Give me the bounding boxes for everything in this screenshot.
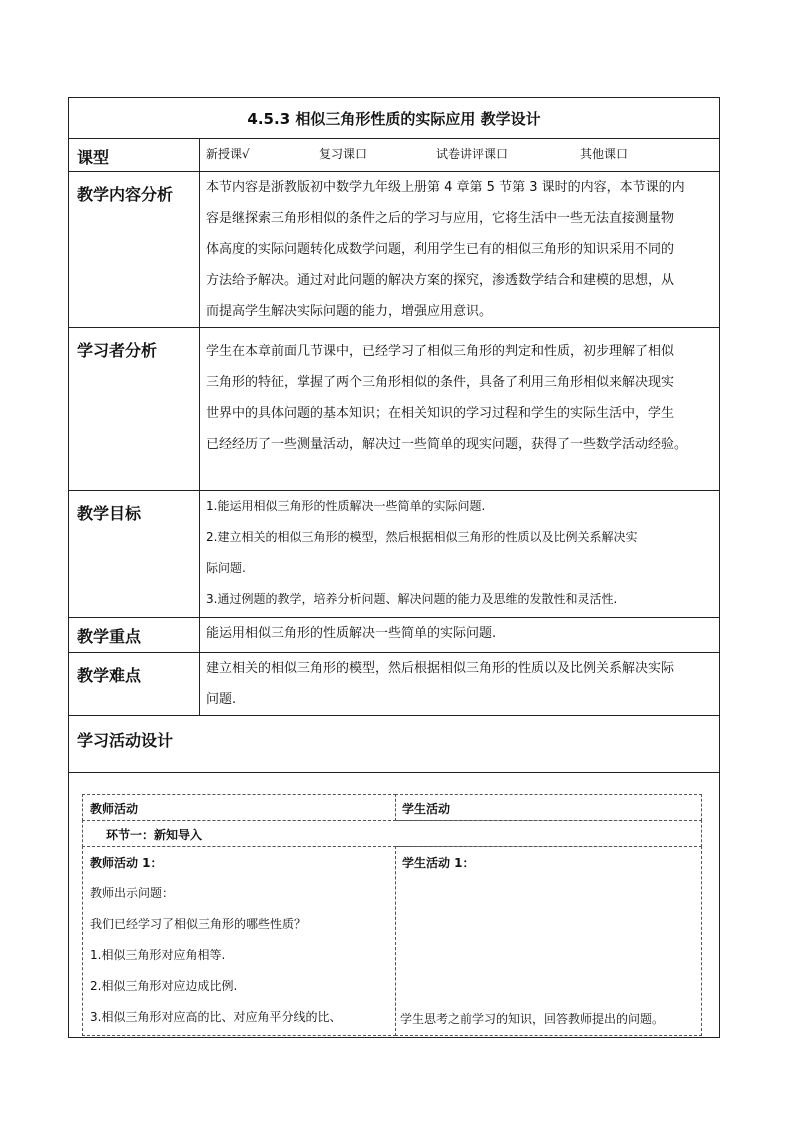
teacher-header: 教师活动	[90, 802, 139, 816]
content-analysis-text	[200, 172, 720, 328]
content-analysis-line: 本节内容是浙教版初中数学九年级上册第 4 章第 5 节第 3 课时的内容，本节课的内	[206, 180, 685, 195]
goal-line: 2.建立相关的相似三角形的模型，然后根据相似三角形的性质以及比例关系解决实	[206, 530, 638, 544]
course-type-option-other: 其他课口	[580, 147, 629, 161]
learner-analysis-line: 学生在本章前面几节课中，已经学习了相似三角形的判定和性质，初步理解了相似	[206, 344, 675, 359]
learner-analysis-label: 学习者分析	[69, 328, 200, 491]
goal-line: 际问题.	[206, 561, 246, 575]
difficulties-label: 教学难点	[69, 653, 200, 716]
learner-analysis-line: 三角形的特征，掌握了两个三角形相似的条件，具备了利用三角形相似来解决现实	[206, 375, 675, 390]
course-type-option-new: 新授课√	[206, 147, 250, 161]
document-title: 4.5.3 相似三角形性质的实际应用 教学设计	[69, 98, 720, 139]
goal-line: 3.通过例题的教学，培养分析问题、解决问题的能力及思维的发散性和灵活性.	[206, 592, 618, 606]
activity-inner-table	[82, 794, 702, 1036]
difficulties-line: 问题.	[206, 692, 237, 707]
activity-design-section	[69, 773, 720, 1038]
teacher-activity-line: 我们已经学习了相似三角形的哪些性质？	[90, 917, 307, 931]
activity-design-label: 学习活动设计	[69, 716, 720, 773]
content-analysis-label: 教学内容分析	[69, 172, 200, 328]
teacher-activity-line: 2.相似三角形对应边成比例.	[90, 979, 238, 993]
goals-label: 教学目标	[69, 491, 200, 618]
learner-analysis-line: 已经经历了一些测量活动，解决过一些简单的现实问题，获得了一些数学活动经验。	[206, 437, 688, 452]
difficulties-text	[200, 653, 720, 716]
content-analysis-line: 体高度的实际问题转化成数学问题，利用学生已有的相似三角形的知识采用不同的	[206, 242, 675, 257]
teacher-activity-line: 3.相似三角形对应高的比、对应角平分线的比、	[90, 1010, 342, 1024]
student-activity-text: 学生思考之前学习的知识，回答教师提出的问题。	[400, 1012, 665, 1026]
goal-line: 1.能运用相似三角形的性质解决一些简单的实际问题.	[206, 499, 486, 513]
lesson-plan-table	[68, 97, 720, 1038]
student-activity-cell	[395, 846, 702, 1036]
course-type-options	[200, 139, 720, 172]
teacher-activity-line: 1.相似三角形对应角相等.	[90, 948, 226, 962]
student-activity-title: 学生活动 1：	[402, 856, 475, 870]
content-analysis-line: 方法给予解决。通过对此问题的解决方案的探究，渗透数学结合和建模的思想，从	[206, 273, 675, 288]
student-header: 学生活动	[402, 802, 451, 816]
learner-analysis-text	[200, 328, 720, 491]
course-type-label: 课型	[69, 139, 200, 172]
section-title: 环节一：新知导入	[106, 828, 203, 842]
content-analysis-line: 容是继探索三角形相似的条件之后的学习与应用，它将生活中一些无法直接测量物	[206, 211, 675, 226]
learner-analysis-line: 世界中的具体问题的基本知识；在相关知识的学习过程和学生的实际生活中，学生	[206, 406, 675, 421]
content-analysis-line: 而提高学生解决实际问题的能力，增强应用意识。	[206, 304, 493, 319]
teacher-activity-line: 教师出示问题：	[90, 886, 175, 900]
course-type-option-exam: 试卷讲评课口	[436, 147, 509, 161]
difficulties-line: 建立相关的相似三角形的模型，然后根据相似三角形的性质以及比例关系解决实际	[206, 661, 675, 676]
key-points-label: 教学重点	[69, 618, 200, 653]
teacher-activity-title: 教师活动 1：	[90, 856, 163, 870]
goals-text	[200, 491, 720, 618]
course-type-option-review: 复习课口	[319, 147, 368, 161]
key-points-text: 能运用相似三角形的性质解决一些简单的实际问题.	[200, 618, 720, 653]
